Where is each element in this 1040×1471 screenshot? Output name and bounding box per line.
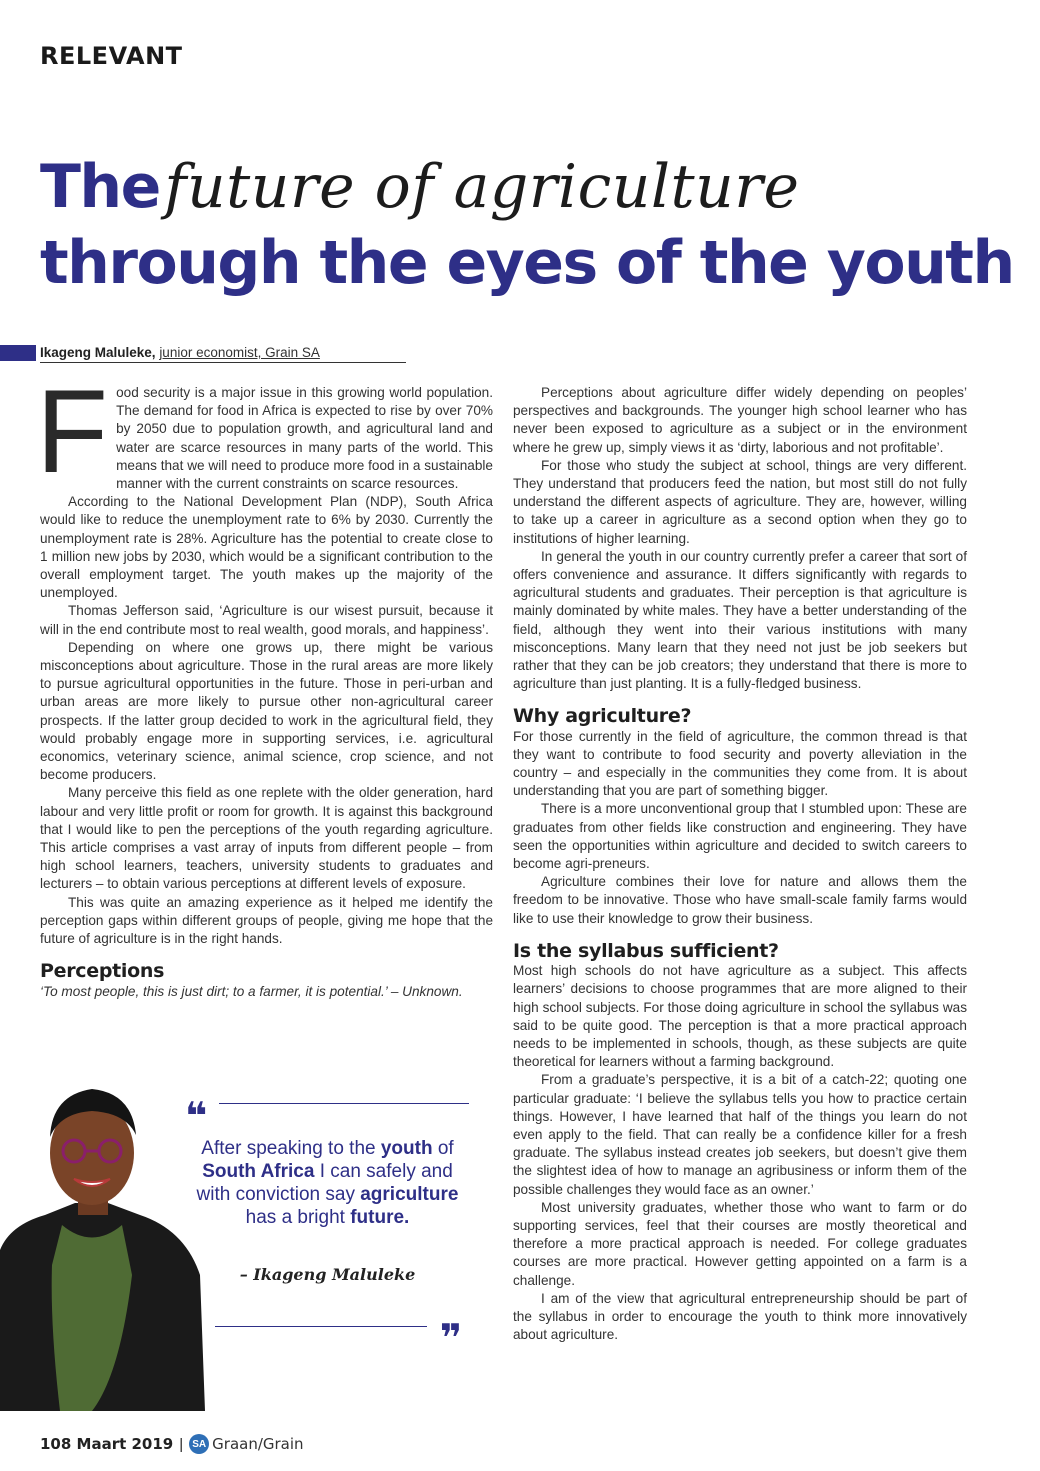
paragraph: Most high schools do not have agriculture as a subject. This affects learners’ decisions to choose programmes that are more aligned to their high school subjects. For those doing agriculture in school the syllabus was said to be quite good. The perception is that a more practical approach needs to be implemented in schools, though, as these subjects are quite theoretical for learners without a farming background. — [513, 963, 967, 1070]
byline-accent-bar — [0, 345, 36, 361]
section-label: RELEVANT — [40, 42, 183, 70]
pull-quote-author: – Ikageng Maluleke — [239, 1265, 416, 1284]
heading-syllabus: Is the syllabus sufficient? — [513, 939, 779, 962]
title-line-2: through the eyes of the youth — [40, 228, 1014, 298]
paragraph: For those currently in the field of agriculture, the common thread is that they want to contribute to food security and poverty alleviation in the country – and especially in the communities they come from. It is about understanding that you are part of something bigger. — [513, 728, 967, 799]
open-quote-icon: ❝ — [185, 1094, 208, 1138]
page-footer — [40, 1434, 304, 1454]
paragraph: According to the National Development Plan (NDP), South Africa would like to reduce the unemployment rate to 6% by 2030. Currently the unemployment rate is 28%. Agriculture has the potential to create close to 1 million new jobs by 2030, which would be a significant contribution to the overall employment target. The youth makes up the majority of the unemployed. — [40, 494, 493, 601]
byline — [40, 344, 406, 363]
paragraph: Perceptions about agriculture differ widely depending on peoples’ perspectives and backgrounds. The younger high school learner who has never been exposed to agriculture as a subject or in the environment where he grew up, simply views it as ‘dirty, laborious and not profitable’. — [513, 385, 967, 455]
paragraph: Depending on where one grows up, there might be various misconceptions about agriculture. Those in the rural areas are more likely to pursue agricultural opportunities in the future. Those in peri-urban and urban areas are more likely to pursue other non-agricultural career prospects. If the latter group decided to work in the agricultural field, they would probably engage more in supporting services, i.e. agricultural economics, veterinary science, animal science, crop science, and not become producers. — [40, 639, 493, 783]
left-column — [36, 366, 493, 1001]
pull-quote-rule-top — [219, 1103, 469, 1104]
paragraph: In general the youth in our country currently prefer a career that sort of offers convenience and assurance. It differs significantly with regards to agricultural students and graduates. Their perception is that agriculture is mainly dominated by white males. They have a better understanding of the field, although they went into their various institutions with many misconceptions. Many learn that they need not just be job seekers but rather that they can be job creators; they understand that there is more to agriculture than just planting. It is a fully-fledged business. — [513, 548, 967, 692]
title-line-1 — [40, 152, 1000, 222]
paragraph: There is a more unconventional group that I stumbled upon: These are graduates from other fields like construction and engineering. They have seen the opportunities within agriculture and decided to switch careers to become agri-preneurs. — [513, 801, 967, 872]
drop-cap: F — [36, 366, 109, 498]
paragraph: Thomas Jefferson said, ‘Agriculture is our wisest pursuit, because it will in the end contribute most to real wealth, good morals, and happiness’. — [40, 603, 493, 637]
byline-affiliation: junior economist, Grain SA — [159, 345, 320, 360]
heading-why-agriculture: Why agriculture? — [513, 705, 692, 728]
title-the: The — [40, 152, 160, 222]
byline-author: Ikageng Maluleke, — [40, 345, 156, 360]
paragraph: I am of the view that agricultural entrepreneurship should be part of the syllabus in order to encourage the youth to think more innovatively about agriculture. — [513, 1290, 967, 1343]
footer-separator: | — [179, 1435, 184, 1453]
paragraph: Agriculture combines their love for nature and allows them the freedom to be innovative. Those who have small-scale family farms would like to use their knowledge to grow their business. — [513, 874, 967, 926]
page-number: 108 Maart 2019 — [40, 1435, 174, 1453]
pull-quote-segment: I can safely and with conviction say — [196, 1161, 453, 1205]
right-column — [513, 384, 967, 1344]
pull-quote-rule-bottom — [215, 1326, 427, 1327]
close-quote-icon: ❞ — [439, 1316, 462, 1360]
pull-quote-segment: has a bright — [245, 1207, 351, 1228]
paragraph: This was quite an amazing experience as it helped me identify the perception gaps within different groups of people, giving me hope that the future of agriculture is in the right hands. — [40, 894, 493, 947]
paragraph: Many perceive this field as one replete with the older generation, hard labour and very little profit or room for growth. It is against this background that I would like to pen the perceptions of the youth regarding agriculture. This article comprises a vast array of inputs from different people – from high school learners, teachers, university students to graduates and lecturers – to obtain various perceptions at different levels of exposure. — [40, 785, 493, 892]
author-portrait — [0, 1075, 208, 1411]
paragraph: Most university graduates, whether those who want to farm or do supporting services, feel that their courses are mostly theoretical and therefore a more practical approach is needed. For college graduates courses are more practical. However getting appointed on a farm is a challenge. — [513, 1199, 967, 1288]
pull-quote — [185, 1094, 470, 1360]
pull-quote-emphasis: youth — [380, 1138, 433, 1159]
pull-quote-text — [185, 1137, 470, 1229]
pull-quote-emphasis: agriculture — [360, 1184, 459, 1205]
article-title — [40, 152, 1014, 298]
epigraph-quote: ‘To most people, this is just dirt; to a farmer, it is potential.’ – Unknown. — [40, 983, 463, 999]
grain-sa-logo-icon: SA — [189, 1434, 209, 1454]
magazine-name: Graan/Grain — [212, 1435, 304, 1453]
pull-quote-emphasis: future. — [350, 1207, 410, 1228]
paragraph: ood security is a major issue in this growing world population. The demand for food in Africa is expected to rise by over 70% by 2050 due to population growth, and agricultural land and water are scarce resources in many parts of the world. This means that we will need to produce more food in a sustainable manner with the current constraints on scarce resources. — [116, 385, 493, 492]
pull-quote-emphasis: South Africa — [202, 1161, 315, 1182]
paragraph: From a graduate’s perspective, it is a bit of a catch-22; quoting one particular graduate: ‘I believe the syllabus tells you how to practice certain things. However, I have learned that half of the things you learn do not even apply to the field. That can really be a confidence killer for a fresh graduate. The syllabus instead creates job seekers, but doesn’t give them the slightest idea of how to manage an agribusiness or inform them of the possible challenges they would face as an owner.’ — [513, 1072, 967, 1197]
pull-quote-segment: After speaking to the — [201, 1138, 381, 1159]
title-future-of-agriculture: future of agriculture — [164, 152, 800, 222]
heading-perceptions: Perceptions — [40, 960, 165, 983]
paragraph: For those who study the subject at school, things are very different. They understand that producers feed the nation, but most still do not fully understand the different aspects of agriculture. They are, however, willing to take up a career in agriculture as a second option when they go to institutions of higher learning. — [513, 457, 967, 546]
pull-quote-segment: of — [432, 1138, 454, 1159]
